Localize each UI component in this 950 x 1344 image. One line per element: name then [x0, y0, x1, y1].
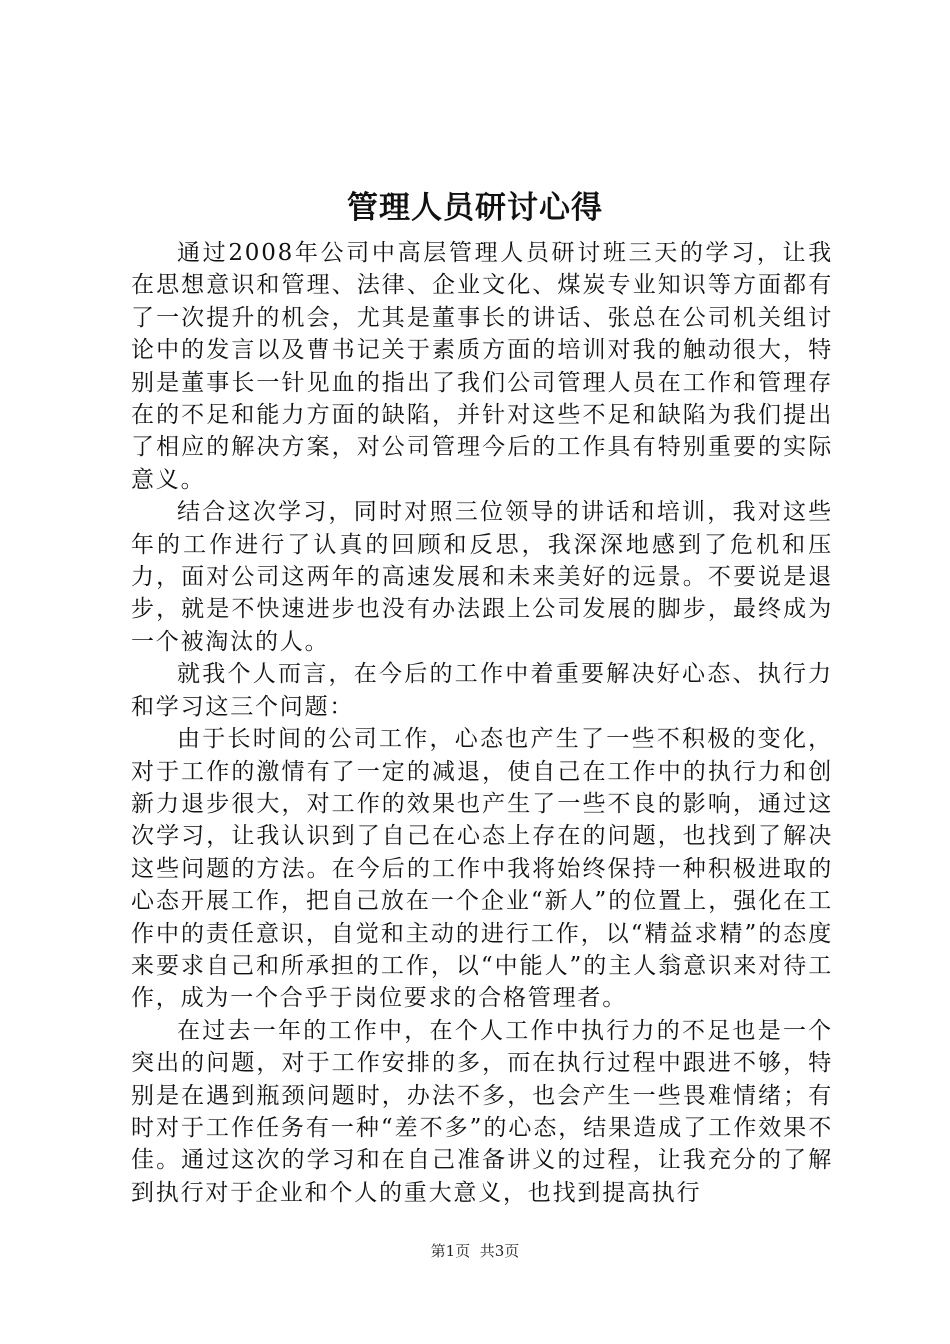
paragraph-5: 在过去一年的工作中，在个人工作中执行力的不足也是一个突出的问题，对于工作安排的多，而在执行过程中跟进不够，特别是在遇到瓶颈问题时，办法不多，也会产生一些畏难情绪；有时对于工作任务有一种“差不多”的心态，结果造成了工作效果不佳。通过这次的学习和在自己准备讲义的过程，让我充分的了解到执行对于企业和个人的重大意义，也找到提高执行 — [131, 1017, 833, 1206]
paragraph-3: 就我个人而言，在今后的工作中着重要解决好心态、执行力和学习这三个问题： — [131, 661, 833, 720]
page-footer — [0, 1241, 950, 1261]
paragraph-4: 由于长时间的公司工作，心态也产生了一些不积极的变化，对于工作的激情有了一定的减退，使自己在工作中的执行力和创新力退步很大，对工作的效果也产生了一些不良的影响，通过这次学习，让我认识到了自己在心态上存在的问题，也找到了解决这些问题的方法。在今后的工作中我将始终保持一种积极进取的心态开展工作，把自己放在一个企业“新人”的位置上，强化在工作中的责任意识，自觉和主动的进行工作，以“精益求精”的态度来要求自己和所承担的工作，以“中能人”的主人翁意识来对待工作，成为一个合乎于岗位要求的合格管理者。 — [131, 726, 833, 1012]
footer-separator — [470, 1242, 480, 1260]
paragraph-2: 结合这次学习，同时对照三位领导的讲话和培训，我对这些年的工作进行了认真的回顾和反思，我深深地感到了危机和压力，面对公司这两年的高速发展和未来美好的远景。不要说是退步，就是不快速进步也没有办法跟上公司发展的脚步，最终成为一个被淘汰的人。 — [131, 499, 833, 655]
page-number-current: 第1页 — [430, 1242, 471, 1260]
page-number-total: 共3页 — [479, 1242, 520, 1260]
document-title: 管理人员研讨心得 — [347, 190, 603, 226]
paragraph-1: 通过2008年公司中高层管理人员研讨班三天的学习，让我在思想意识和管理、法律、企业文化、煤炭专业知识等方面都有了一次提升的机会，尤其是董事长的讲话、张总在公司机关组讨论中的发言以及曹书记关于素质方面的培训对我的触动很大，特别是董事长一针见血的指出了我们公司管理人员在工作和管理存在的不足和能力方面的缺陷，并针对这些不足和缺陷为我们提出了相应的解决方案，对公司管理今后的工作具有特别重要的实际意义。 — [131, 240, 833, 493]
document-body — [131, 237, 833, 1209]
